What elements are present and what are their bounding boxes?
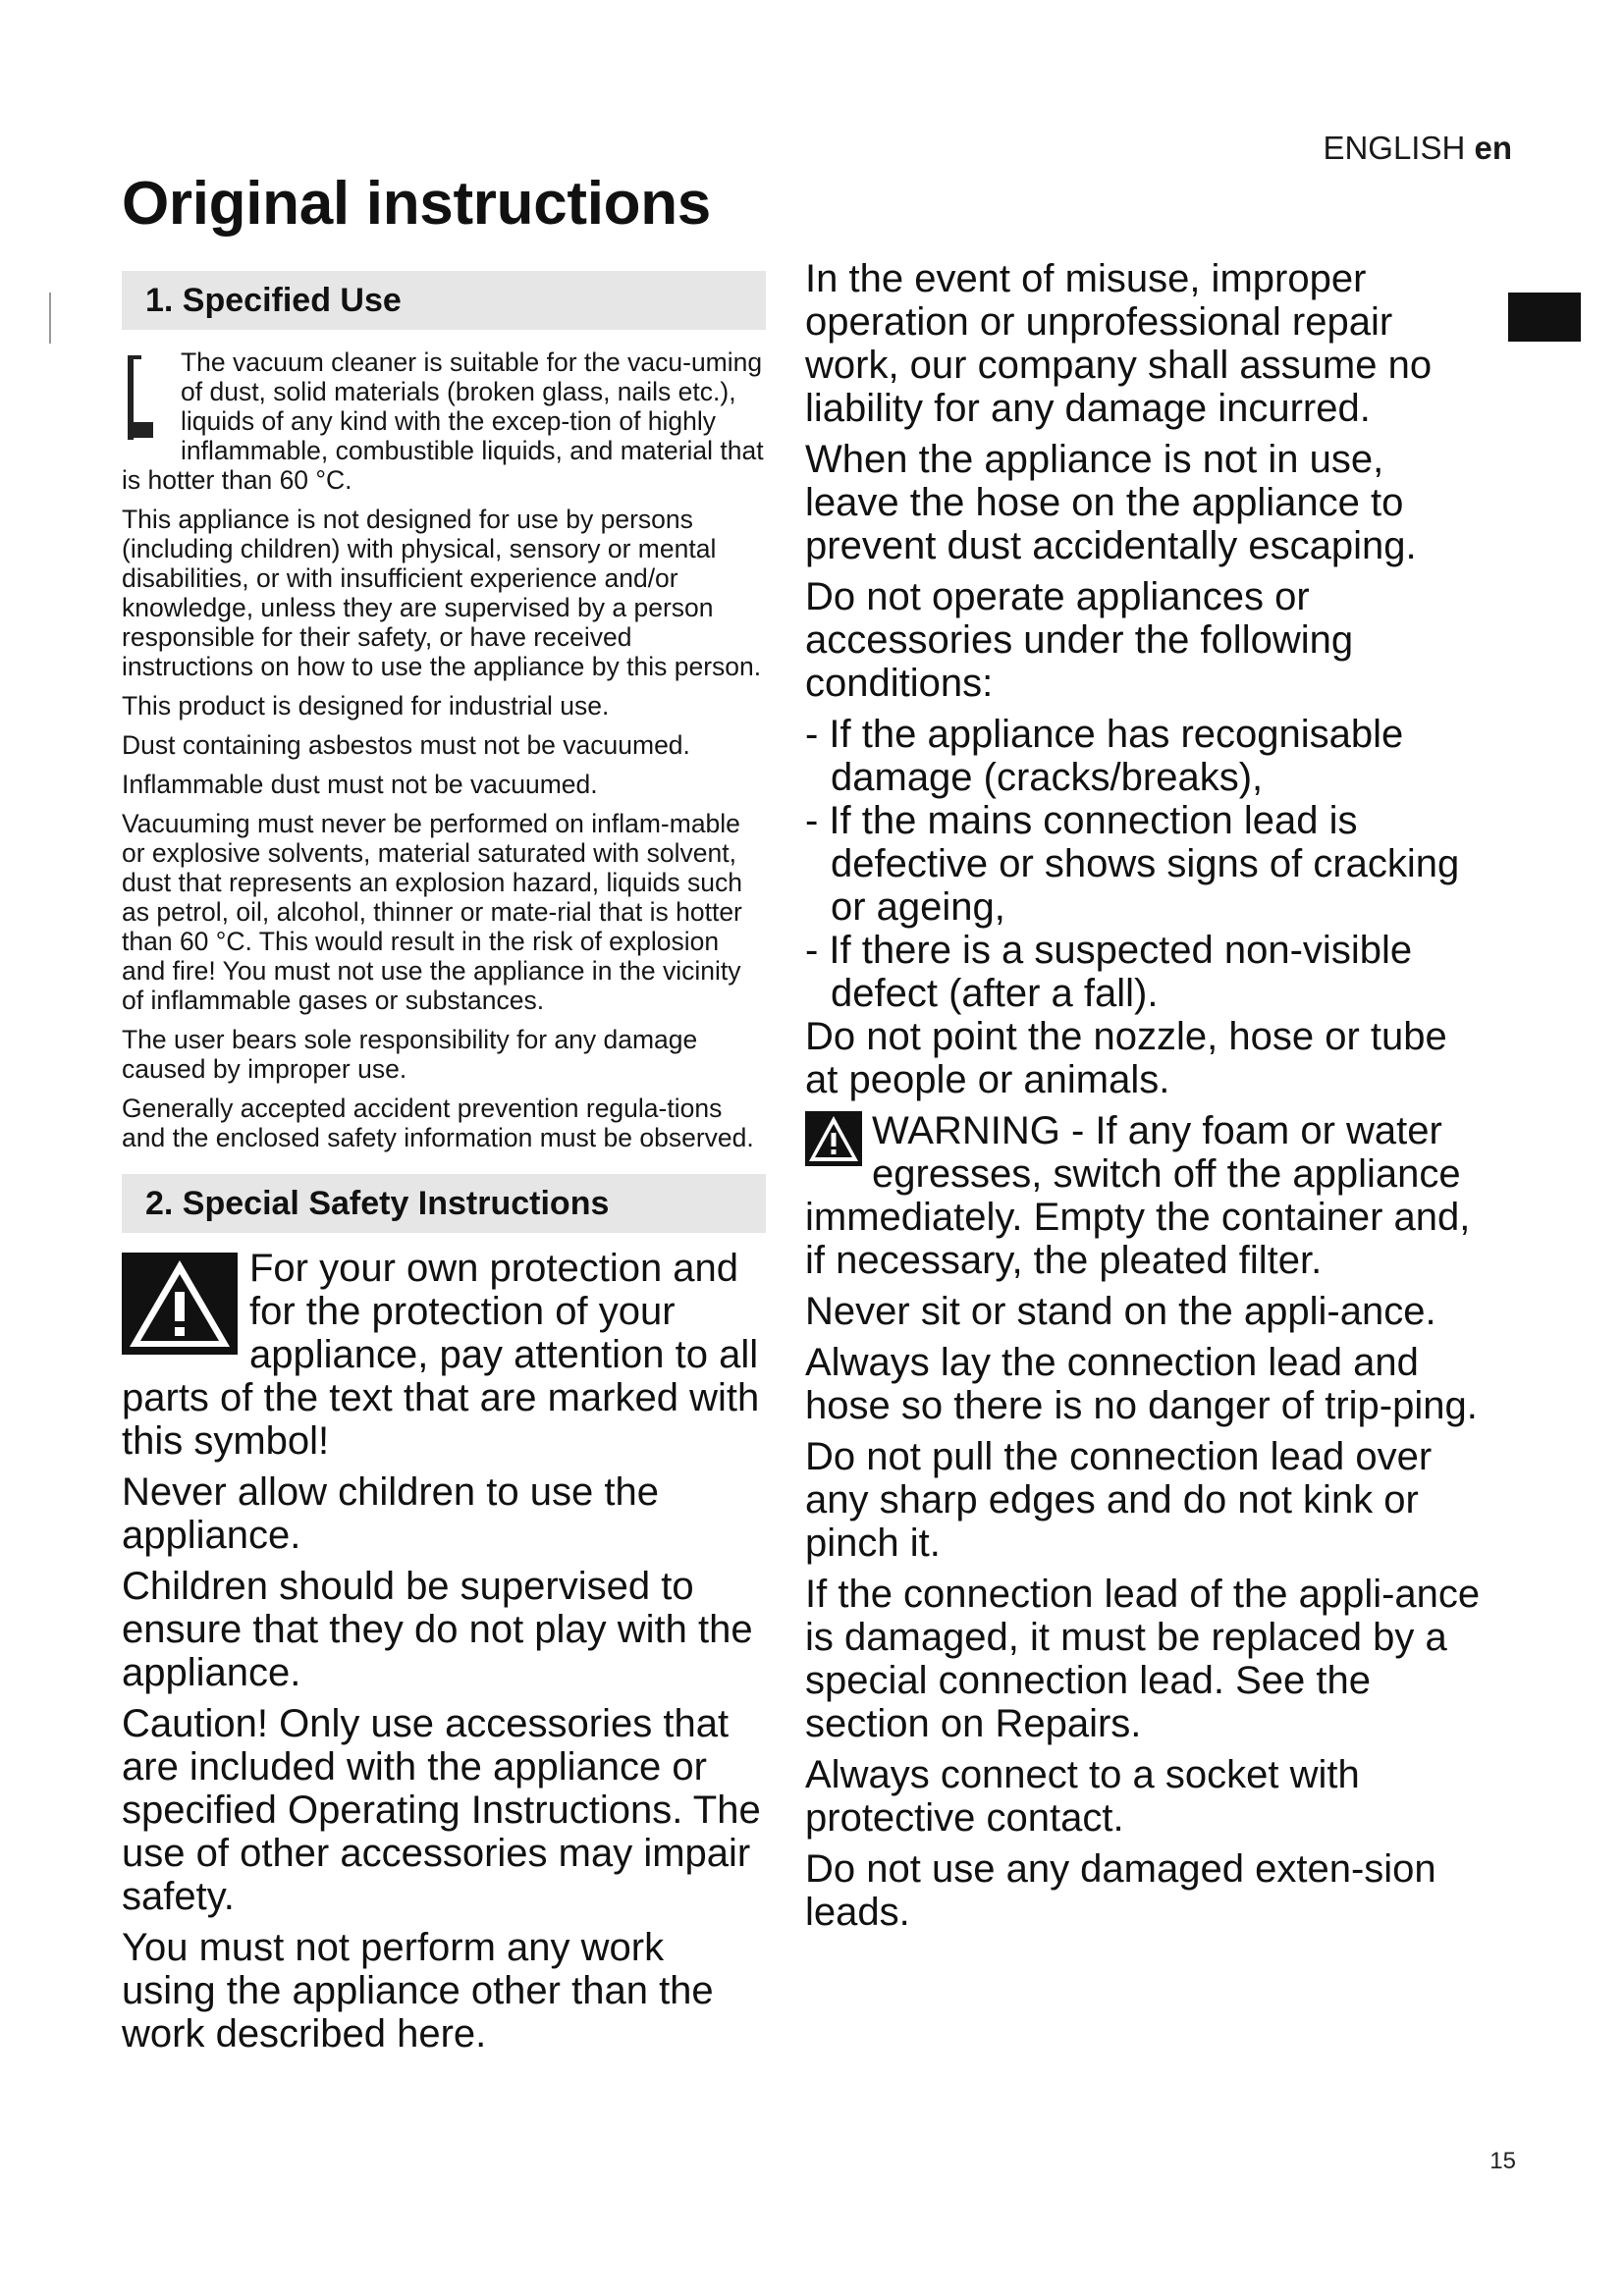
- large-letter-l-icon: [122, 355, 169, 438]
- list-item: - If there is a suspected non-visible defect (after a fall).: [805, 929, 1413, 1015]
- paragraph: You must not perform any work using the appliance other than the work described here.: [122, 1926, 714, 2056]
- section-tab-marker: [1508, 293, 1581, 342]
- page-number: 15: [1489, 2148, 1516, 2174]
- left-column: [122, 271, 766, 2063]
- paragraph: Never allow children to use the appliance.: [122, 1470, 659, 1557]
- paragraph: Dust containing asbestos must not be vacuumed.: [122, 730, 690, 760]
- paragraph: The user bears sole responsibility for any damage caused by improper use.: [122, 1025, 698, 1084]
- paragraph-block: [122, 347, 766, 495]
- language-label: ENGLISH: [1323, 130, 1466, 166]
- list-item: - If the appliance has recognisable damage (cracks/breaks),: [805, 713, 1404, 799]
- paragraph: In the event of misuse, improper operation or unprofessional repair work, our company shall assume no liability for any damage incurred.: [805, 257, 1433, 430]
- language-code: en: [1474, 130, 1512, 166]
- paragraph: Never sit or stand on the appli-ance.: [805, 1290, 1436, 1333]
- paragraph: Generally accepted accident prevention regula-tions and the enclosed safety information must be observed.: [122, 1094, 754, 1152]
- margin-mark: [49, 293, 51, 344]
- warning-foam-text: WARNING - If any foam or water egresses, switch off the appliance immediately. Empty the container and, if necessary, the pleated filter.: [805, 1109, 1471, 1282]
- section-heading-specified-use: 1. Specified Use: [122, 271, 766, 330]
- paragraph: When the appliance is not in use, leave the hose on the appliance to prevent dust accidentally escaping.: [805, 438, 1417, 567]
- warning-intro-text: For your own protection and for the protection of your appliance, pay attention to all parts of the text that are marked with this symbol!: [122, 1247, 760, 1463]
- right-column: [805, 257, 1483, 1942]
- warning-triangle-icon: [122, 1253, 238, 1355]
- paragraph: If the connection lead of the appli-ance is damaged, it must be replaced by a special connection lead. See the section on Repairs.: [805, 1573, 1481, 1745]
- warning-triangle-small-icon: [805, 1111, 862, 1166]
- paragraph: Do not operate appliances or accessories under the following conditions:: [805, 575, 1354, 705]
- paragraph: The vacuum cleaner is suitable for the vacu-uming of dust, solid materials (broken glass, nails etc.), liquids of any kind with the excep-tion of highly inflammable, combustible liquids, and material that is hotter than 60 °C.: [122, 347, 764, 495]
- warning-intro-block: [122, 1247, 766, 1463]
- paragraph: This appliance is not designed for use by persons (including children) with physical, sensory or mental disabilities, or with insufficient experience and/or knowledge, unless they are supervised by a person responsible for their safety, or have received instructions on how to use the appliance by this person.: [122, 505, 762, 681]
- paragraph: Do not use any damaged exten-sion leads.: [805, 1847, 1436, 1934]
- paragraph: This product is designed for industrial use.: [122, 691, 610, 721]
- paragraph: Always lay the connection lead and hose so there is no danger of trip-ping.: [805, 1341, 1478, 1427]
- list-item: - If the mains connection lead is defective or shows signs of cracking or ageing,: [805, 799, 1460, 929]
- paragraph: Always connect to a socket with protective contact.: [805, 1753, 1360, 1840]
- paragraph: Children should be supervised to ensure that they do not play with the appliance.: [122, 1565, 753, 1694]
- paragraph: Inflammable dust must not be vacuumed.: [122, 770, 598, 799]
- language-header: [1178, 130, 1512, 167]
- paragraph: Do not point the nozzle, hose or tube at people or animals.: [805, 1015, 1447, 1101]
- paragraph: Caution! Only use accessories that are included with the appliance or specified Operating Instructions. The use of other accessories may impair safety.: [122, 1702, 761, 1918]
- page-title: Original instructions: [122, 170, 711, 238]
- paragraph: Vacuuming must never be performed on inflam-mable or explosive solvents, material saturated with solvent, dust that represents an explosion hazard, liquids such as petrol, oil, alcohol, thinner or mate-rial that is hotter than 60 °C. This would result in the risk of explosion and fire! You must not use the appliance in the vicinity of inflammable gases or substances.: [122, 809, 742, 1015]
- section-heading-safety: 2. Special Safety Instructions: [122, 1174, 766, 1233]
- paragraph: Do not pull the connection lead over any sharp edges and do not kink or pinch it.: [805, 1435, 1433, 1565]
- warning-foam-block: [805, 1109, 1483, 1282]
